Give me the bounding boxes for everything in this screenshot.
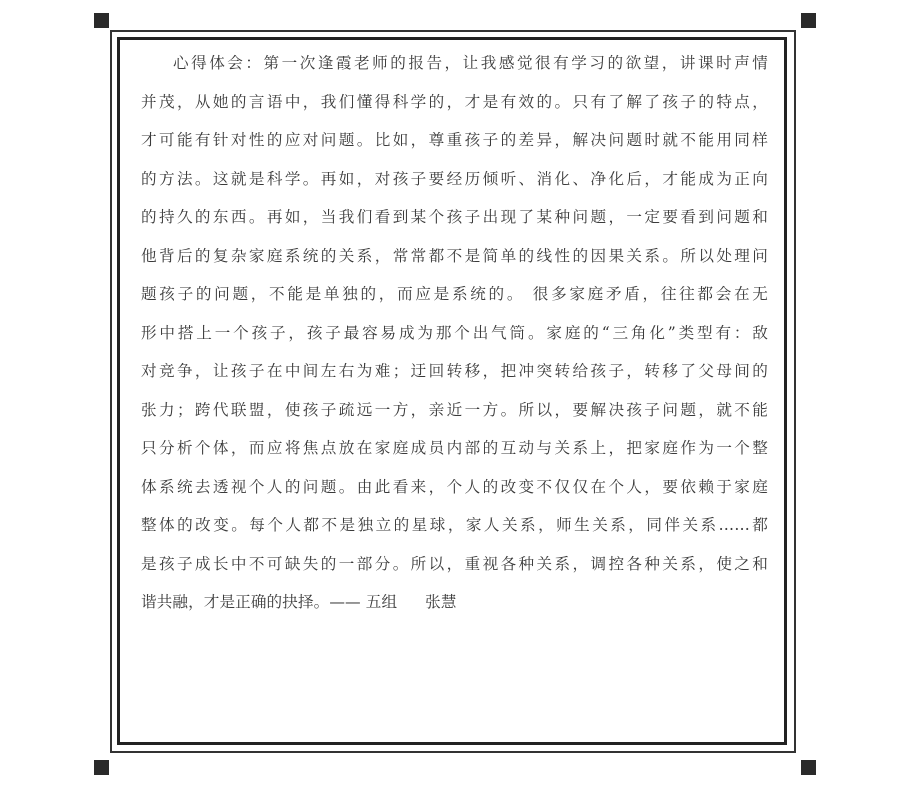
text-line-5: 的持久的东西。再如，当我们看到某个孩子出现了某种问题，一定要看到问题和 — [141, 208, 768, 226]
resize-handle-bottom-right[interactable] — [801, 760, 816, 775]
closing-text: 谐共融，才是正确的抉择。—— 五组 — [141, 593, 398, 611]
text-line-6: 他背后的复杂家庭系统的关系，常常都不是简单的线性的因果关系。所以处理问 — [141, 246, 768, 265]
resize-handle-top-right[interactable] — [801, 13, 816, 28]
text-line-7: 题孩子的问题，不能是单独的，而应是系统的。 很多家庭矛盾，往往都会在无 — [141, 285, 768, 303]
document-body — [141, 44, 768, 622]
text-line-1: 心得体会：第一次逢霞老师的报告，让我感觉很有学习的欲望，讲课时声情 — [173, 54, 768, 72]
resize-handle-bottom-left[interactable] — [94, 760, 109, 775]
closing-line — [141, 583, 768, 622]
text-line-4: 的方法。这就是科学。再如，对孩子要经历倾听、消化、净化后，才能成为正向 — [141, 169, 768, 188]
text-line-13: 整体的改变。每个人都不是独立的星球，家人关系，师生关系，同伴关系……都 — [141, 516, 768, 534]
text-line-10: 张力；跨代联盟，使孩子疏远一方，亲近一方。所以，要解决孩子问题，就不能 — [141, 400, 768, 419]
text-line-2: 并茂，从她的言语中，我们懂得科学的，才是有效的。只有了解了孩子的特点， — [141, 92, 768, 111]
text-line-11: 只分析个体，而应将焦点放在家庭成员内部的互动与关系上，把家庭作为一个整 — [141, 439, 768, 457]
text-line-14: 是孩子成长中不可缺失的一部分。所以，重视各种关系，调控各种关系，使之和 — [141, 554, 768, 573]
text-line-3: 才可能有针对性的应对问题。比如，尊重孩子的差异，解决问题时就不能用同样 — [141, 131, 768, 149]
author-name: 张慧 — [425, 593, 457, 611]
resize-handle-top-left[interactable] — [94, 13, 109, 28]
text-line-12: 体系统去透视个人的问题。由此看来，个人的改变不仅仅在个人，要依赖于家庭 — [141, 477, 768, 496]
text-line-9: 对竞争，让孩子在中间左右为难；迂回转移，把冲突转给孩子，转移了父母间的 — [141, 362, 768, 380]
text-line-8: 形中搭上一个孩子，孩子最容易成为那个出气筒。家庭的“三角化”类型有：敌 — [141, 323, 768, 342]
